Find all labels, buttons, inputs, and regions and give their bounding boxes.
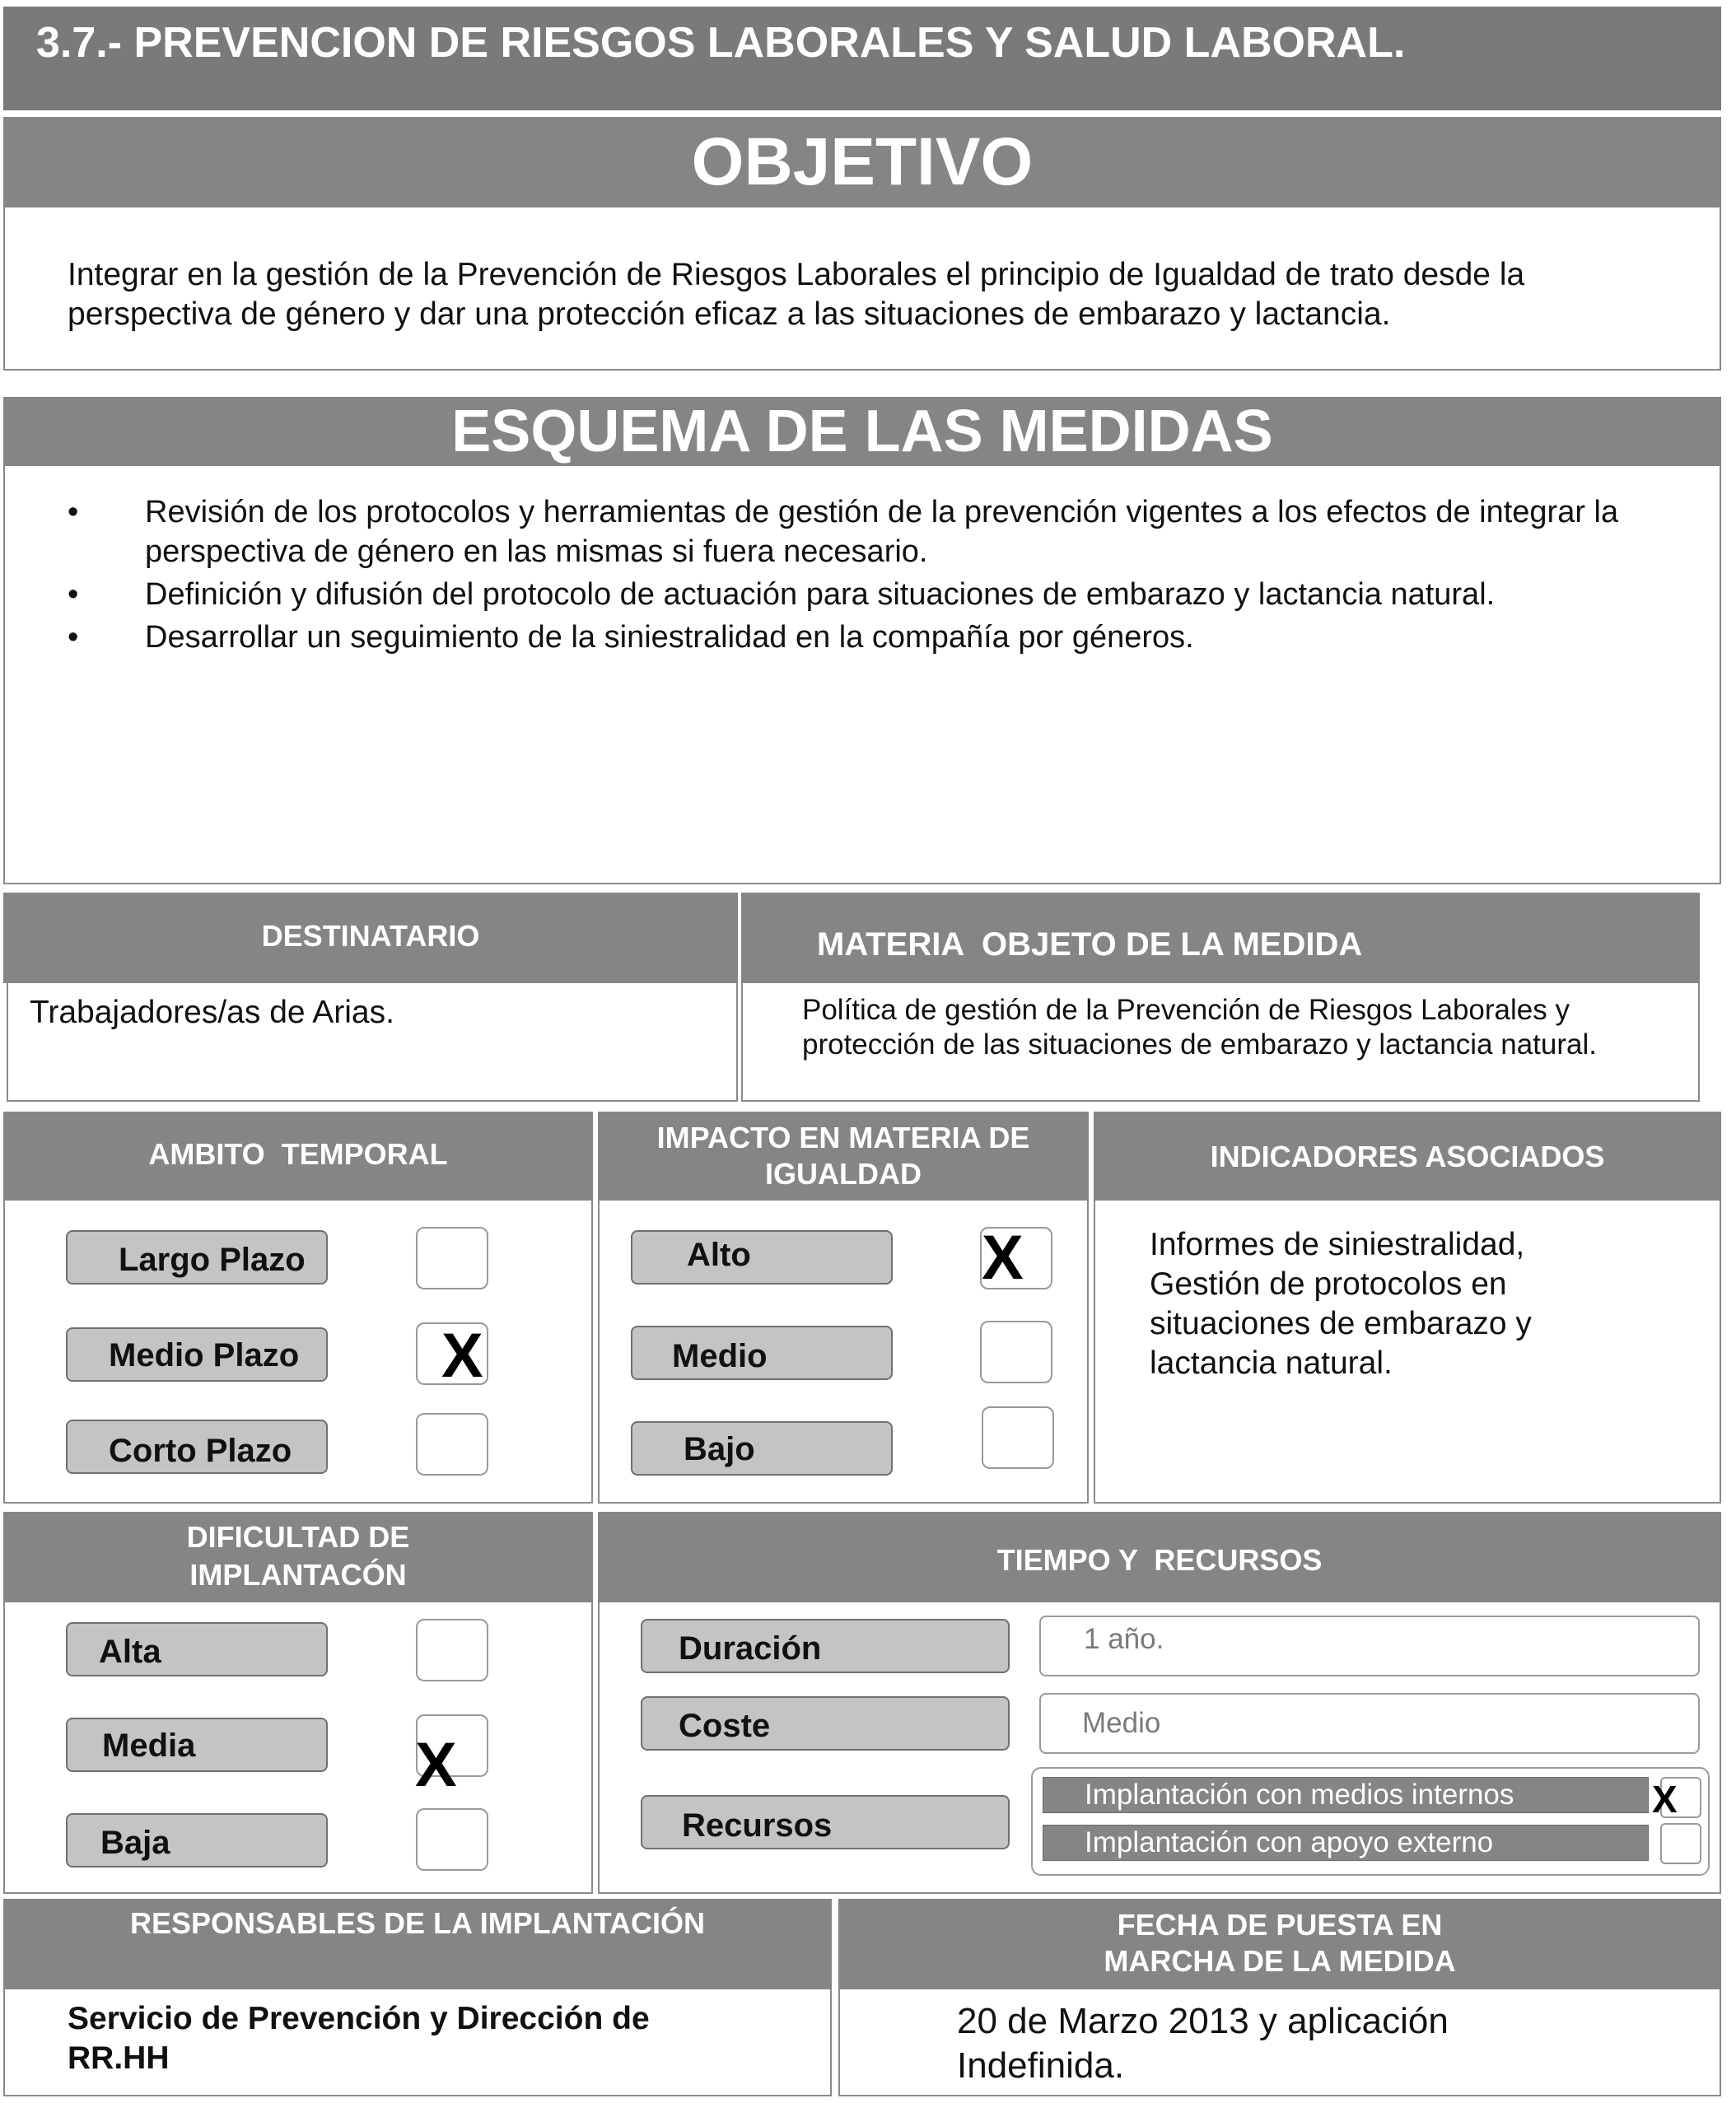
recursos-option-label: Implantación con medios internos — [1085, 1779, 1514, 1811]
impacto-header — [598, 1112, 1089, 1201]
destinatario-header — [3, 893, 738, 983]
coste-field[interactable] — [1039, 1693, 1700, 1754]
responsables-heading: RESPONSABLES DE LA IMPLANTACIÓN — [129, 1906, 706, 1940]
recursos-option-externo — [1043, 1825, 1649, 1861]
tiempo-header — [598, 1512, 1721, 1602]
option-alta — [66, 1622, 328, 1676]
section-title-bar — [3, 7, 1721, 110]
coste-value: Medio — [1082, 1707, 1161, 1739]
recursos-option-internos — [1043, 1777, 1649, 1813]
objetivo-heading: OBJETIVO — [691, 124, 1034, 199]
destinatario-text: Trabajadores/as de Arias. — [30, 995, 394, 1030]
checkmark-x: X — [982, 1223, 1024, 1293]
option-label: Bajo — [684, 1430, 755, 1467]
option-label: Largo Plazo — [119, 1241, 306, 1278]
checkbox-corto-plazo[interactable] — [416, 1413, 488, 1476]
duracion-value: 1 año. — [1084, 1623, 1164, 1655]
esquema-list — [3, 492, 1650, 657]
list-item: • Revisión de los protocolos y herramientas de gestión de la prevención vigentes a los efectos de integrar la perspectiva de género en las mismas si fuera necesario. — [3, 492, 1650, 571]
materia-header — [741, 893, 1700, 983]
option-media — [66, 1718, 328, 1772]
indicadores-header — [1094, 1112, 1721, 1201]
option-largo-plazo — [66, 1230, 328, 1285]
option-bajo — [631, 1421, 893, 1476]
tiempo-heading: TIEMPO Y RECURSOS — [996, 1543, 1323, 1577]
option-label: Alta — [99, 1633, 161, 1670]
list-item: • Definición y difusión del protocolo de actuación para situaciones de embarazo y lactancia natural. — [3, 575, 1650, 614]
esquema-header — [3, 397, 1721, 466]
checkbox-bajo[interactable] — [982, 1406, 1054, 1469]
coste-label — [641, 1696, 1010, 1751]
option-label: Medio — [672, 1337, 768, 1374]
option-label: Media — [102, 1727, 196, 1764]
checkbox-apoyo-externo[interactable] — [1660, 1823, 1701, 1864]
objetivo-text: Integrar en la gestión de la Prevención de Riesgos Laborales el principio de Igualdad de trato desde la perspectiva de género y dar una protección eficaz a las situaciones de embarazo y lactancia. — [68, 257, 1525, 332]
indicadores-text: Informes de siniestralidad, Gestión de protocolos en situaciones de embarazo y lactancia natural. — [1150, 1227, 1532, 1381]
recursos-label — [641, 1795, 1010, 1849]
ambito-heading: AMBITO TEMPORAL — [148, 1137, 448, 1171]
option-baja — [66, 1813, 328, 1868]
checkbox-alta[interactable] — [416, 1619, 488, 1681]
checkbox-medio[interactable] — [980, 1321, 1052, 1383]
ambito-header — [3, 1112, 593, 1201]
option-corto-plazo — [66, 1420, 328, 1474]
checkmark-x: X — [1652, 1778, 1678, 1821]
recursos-option-label: Implantación con apoyo externo — [1085, 1826, 1494, 1858]
section-title: 3.7.- PREVENCION DE RIESGOS LABORALES Y SALUD LABORAL. — [36, 19, 1406, 67]
option-medio-plazo — [66, 1327, 328, 1382]
coste-label-text: Coste — [679, 1707, 771, 1744]
fecha-heading: FECHA DE PUESTA EN MARCHA DE LA MEDIDA — [1104, 1908, 1456, 1978]
checkmark-x: X — [415, 1730, 457, 1800]
option-label: Medio Plazo — [109, 1336, 300, 1373]
fecha-header — [838, 1899, 1721, 1989]
option-alto — [631, 1230, 893, 1285]
objetivo-header — [3, 117, 1721, 208]
checkbox-baja[interactable] — [416, 1808, 488, 1871]
materia-heading: MATERIA OBJETO DE LA MEDIDA — [817, 926, 1363, 963]
indicadores-heading: INDICADORES ASOCIADOS — [1210, 1140, 1605, 1173]
esquema-heading: ESQUEMA DE LAS MEDIDAS — [451, 399, 1273, 464]
duracion-label — [641, 1619, 1010, 1673]
fecha-text: 20 de Marzo 2013 y aplicación Indefinida. — [957, 2001, 1449, 2086]
esquema-list-wrap — [3, 492, 1650, 660]
destinatario-heading: DESTINATARIO — [261, 919, 480, 953]
responsables-header — [3, 1899, 832, 1989]
option-label: Corto Plazo — [109, 1432, 292, 1469]
dificultad-header — [3, 1512, 593, 1602]
option-medio — [631, 1326, 893, 1380]
option-label: Baja — [100, 1824, 170, 1861]
option-label: Alto — [687, 1236, 751, 1273]
recursos-label-text: Recursos — [682, 1807, 833, 1844]
duracion-field[interactable] — [1039, 1616, 1700, 1676]
impacto-heading: IMPACTO EN MATERIA DE IGUALDAD — [656, 1121, 1030, 1191]
checkbox-largo-plazo[interactable] — [416, 1227, 488, 1289]
responsables-text: Servicio de Prevención y Dirección de RR.HH — [68, 2001, 650, 2076]
checkmark-x: X — [441, 1321, 483, 1391]
list-item: • Desarrollar un seguimiento de la siniestralidad en la compañía por géneros. — [3, 618, 1650, 657]
duracion-label-text: Duración — [679, 1630, 822, 1667]
materia-text: Política de gestión de la Prevención de Riesgos Laborales y protección de las situaciones de embarazo y lactancia natural. — [802, 994, 1597, 1061]
dificultad-heading: DIFICULTAD DE IMPLANTACÓN — [186, 1520, 410, 1592]
